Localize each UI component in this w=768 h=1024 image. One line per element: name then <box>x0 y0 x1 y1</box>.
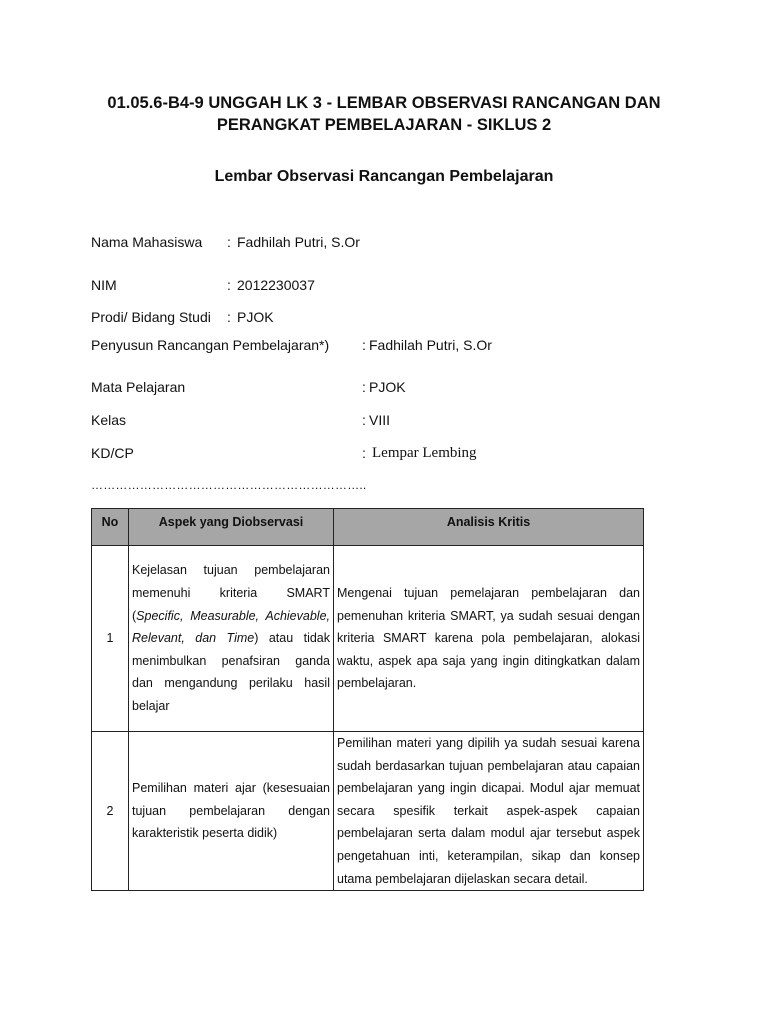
table-row <box>92 732 644 891</box>
document-title <box>60 92 708 136</box>
observation-table <box>91 508 644 891</box>
field-value: PJOK <box>237 309 274 325</box>
field-value: Lempar Lembing <box>372 445 477 461</box>
title-line-1: 01.05.6-B4-9 UNGGAH LK 3 - LEMBAR OBSERVASI RANCANGAN DAN <box>107 94 661 112</box>
field-label: NIM <box>91 277 117 293</box>
field-colon: : <box>362 445 366 461</box>
row-number: 2 <box>92 732 129 891</box>
field-colon: : <box>227 234 231 250</box>
aspek-text-italic: Specific, Measurable, Achievable, Relevant, dan Time <box>132 608 330 646</box>
field-label: KD/CP <box>91 445 134 461</box>
field-colon: : <box>227 309 231 325</box>
table-row <box>92 546 644 732</box>
title-line-2: PERANGKAT PEMBELAJARAN - SIKLUS 2 <box>216 116 552 134</box>
field-value: Fadhilah Putri, S.Or <box>369 337 492 353</box>
field-value: Fadhilah Putri, S.Or <box>237 234 360 250</box>
field-value: VIII <box>369 412 391 428</box>
analisis-cell: Mengenai tujuan pemelajaran pembelajaran dan pemenuhan kriteria SMART, ya sudah sesuai dengan kriteria SMART karena pola pembelajaran, alokasi waktu, aspek apa saja yang ingin ditingkatkan dalam pembelajaran. <box>334 546 644 732</box>
field-label: Mata Pelajaran <box>91 379 186 395</box>
field-label: Nama Mahasiswa <box>91 234 203 250</box>
aspek-cell <box>129 546 334 732</box>
field-label: Kelas <box>91 412 127 428</box>
analisis-cell: Pemilihan materi yang dipilih ya sudah sesuai karena sudah berdasarkan tujuan pembelajaran atau capaian pembelajaran yang ingin dicapai. Modul ajar memuat secara spesifik terkait aspek-aspek capaian pembelajaran serta dalam modul ajar tersebut aspek pengetahuan inti, keterampilan, sikap dan konsep utama pembelajaran dijelaskan secara detail. <box>334 732 644 891</box>
aspek-cell: Pemilihan materi ajar (kesesuaian tujuan pembelajaran dengan karakteristik peserta didik) <box>129 732 334 891</box>
header-analisis: Analisis Kritis <box>334 509 644 546</box>
field-colon: : <box>362 379 366 395</box>
row-number: 1 <box>92 546 129 732</box>
document-subtitle: Lembar Observasi Rancangan Pembelajaran <box>214 168 554 185</box>
aspek-text-a: Kejelasan tujuan pembelajaran memenuhi kriteria SMART ( <box>132 563 330 623</box>
aspek-text-c: ) atau tidak menimbulkan penafsiran ganda dan mengandung perilaku hasil belajar <box>132 631 330 713</box>
table-header-row <box>92 509 644 546</box>
field-colon: : <box>362 337 366 353</box>
field-label: Prodi/ Bidang Studi <box>91 309 211 325</box>
field-colon: : <box>227 277 231 293</box>
header-aspek: Aspek yang Diobservasi <box>129 509 334 546</box>
header-no: No <box>92 509 129 546</box>
field-value: 2012230037 <box>237 277 315 293</box>
field-colon: : <box>362 412 366 428</box>
field-label: Penyusun Rancangan Pembelajaran*) <box>91 337 330 353</box>
field-value: PJOK <box>369 379 406 395</box>
dotted-separator: ………………………………………………………….. <box>91 478 367 492</box>
